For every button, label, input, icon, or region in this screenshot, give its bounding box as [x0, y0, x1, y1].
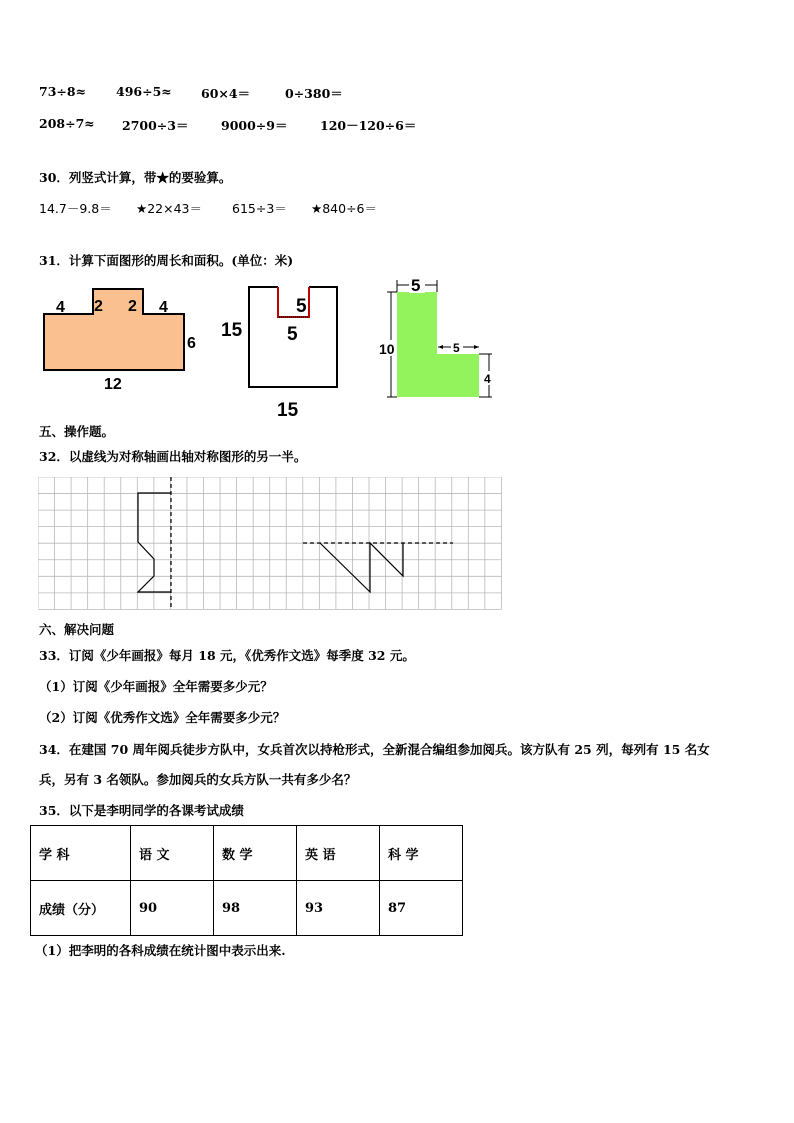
figure-1-label-bottom: 12: [104, 376, 122, 393]
figure-3-label-right: 4: [484, 372, 491, 386]
figure-3-arrowhead: [438, 345, 443, 349]
figure-3-label-inner: 5: [453, 341, 460, 355]
q31-title: 31．计算下面图形的周长和面积。(单位：米): [39, 253, 294, 268]
table-header-cell: 科 学: [380, 826, 463, 881]
figure-1-label-right: 4: [159, 299, 168, 316]
calc-item: 2700÷3＝: [122, 118, 189, 133]
figure-2-label-bottom: 15: [277, 400, 299, 421]
figure-1-label-height: 6: [187, 335, 196, 352]
figure-3-label-left: 10: [379, 341, 395, 357]
table-header-row: [31, 826, 463, 881]
score-table: [30, 825, 463, 936]
table-cell: 87: [380, 881, 463, 936]
table-cell: 98: [214, 881, 297, 936]
table-header-cell: 数 学: [214, 826, 297, 881]
q35-sub-1: （1）把李明的各科成绩在统计图中表示出来.: [35, 943, 286, 958]
q34-line-1: 34．在建国 70 周年阅兵徒步方队中，女兵首次以持枪形式，全新混合编组参加阅兵。该方队有 25 列，每列有 15 名女: [39, 742, 710, 757]
q30-item: ★22×43＝: [136, 201, 202, 216]
table-header-cell: 英 语: [297, 826, 380, 881]
q30-title: 30．列竖式计算，带★的要验算。: [39, 170, 232, 185]
figure-1-stepped-shape: [36, 283, 206, 393]
calc-item: 496÷5≈: [116, 84, 172, 99]
table-cell: 93: [297, 881, 380, 936]
figure-2-notched-square: [220, 280, 350, 425]
section-6-title: 六、解决问题: [39, 622, 115, 637]
q33-title: 33．订阅《少年画报》每月 18 元，《优秀作文选》每季度 32 元。: [39, 648, 415, 663]
figure-2-label-left: 15: [221, 320, 243, 341]
calc-item: 73÷8≈: [39, 84, 87, 99]
table-row-label: 成绩（分）: [31, 881, 131, 936]
figure-3-arrowhead: [474, 345, 479, 349]
figure-2-label-notch: 5: [287, 324, 298, 345]
section-5-title: 五、操作题。: [39, 424, 115, 439]
table-header-cell: 语 文: [131, 826, 214, 881]
figure-3-shape: [397, 292, 479, 397]
q33-sub-2: （2）订阅《优秀作文选》全年需要多少元？: [39, 710, 286, 725]
q30-item: ★840÷6＝: [311, 201, 377, 216]
q33-sub-1: （1）订阅《少年画报》全年需要多少元？: [39, 679, 273, 694]
calc-item: 0÷380＝: [285, 86, 343, 101]
figure-3-label-top: 5: [411, 276, 421, 295]
table-row: [31, 881, 463, 936]
calc-item: 60×4＝: [201, 86, 251, 101]
figure-1-label-mid2: 2: [128, 298, 137, 315]
figure-1-label-mid1: 2: [94, 298, 103, 315]
calc-item: 120－120÷6＝: [320, 118, 417, 133]
q30-item: 14.7－9.8＝: [39, 201, 112, 216]
table-cell: 90: [131, 881, 214, 936]
q32-grid[interactable]: [38, 477, 504, 611]
q35-title: 35．以下是李明同学的各课考试成绩: [39, 803, 244, 818]
figure-1-label-left: 4: [56, 299, 65, 316]
half-shape-left: [138, 493, 171, 592]
q32-title: 32．以虚线为对称轴画出轴对称图形的另一半。: [39, 449, 307, 464]
table-header-cell: 学 科: [31, 826, 131, 881]
calc-item: 208÷7≈: [39, 116, 95, 131]
half-shape-top: [320, 543, 403, 592]
q30-item: 615÷3＝: [232, 201, 287, 216]
calc-item: 9000÷9＝: [221, 118, 288, 133]
figure-3-l-shape: [378, 274, 502, 404]
figure-2-label-top: 5: [296, 296, 307, 317]
q34-line-2: 兵，另有 3 名领队。参加阅兵的女兵方队一共有多少名？: [39, 772, 357, 787]
